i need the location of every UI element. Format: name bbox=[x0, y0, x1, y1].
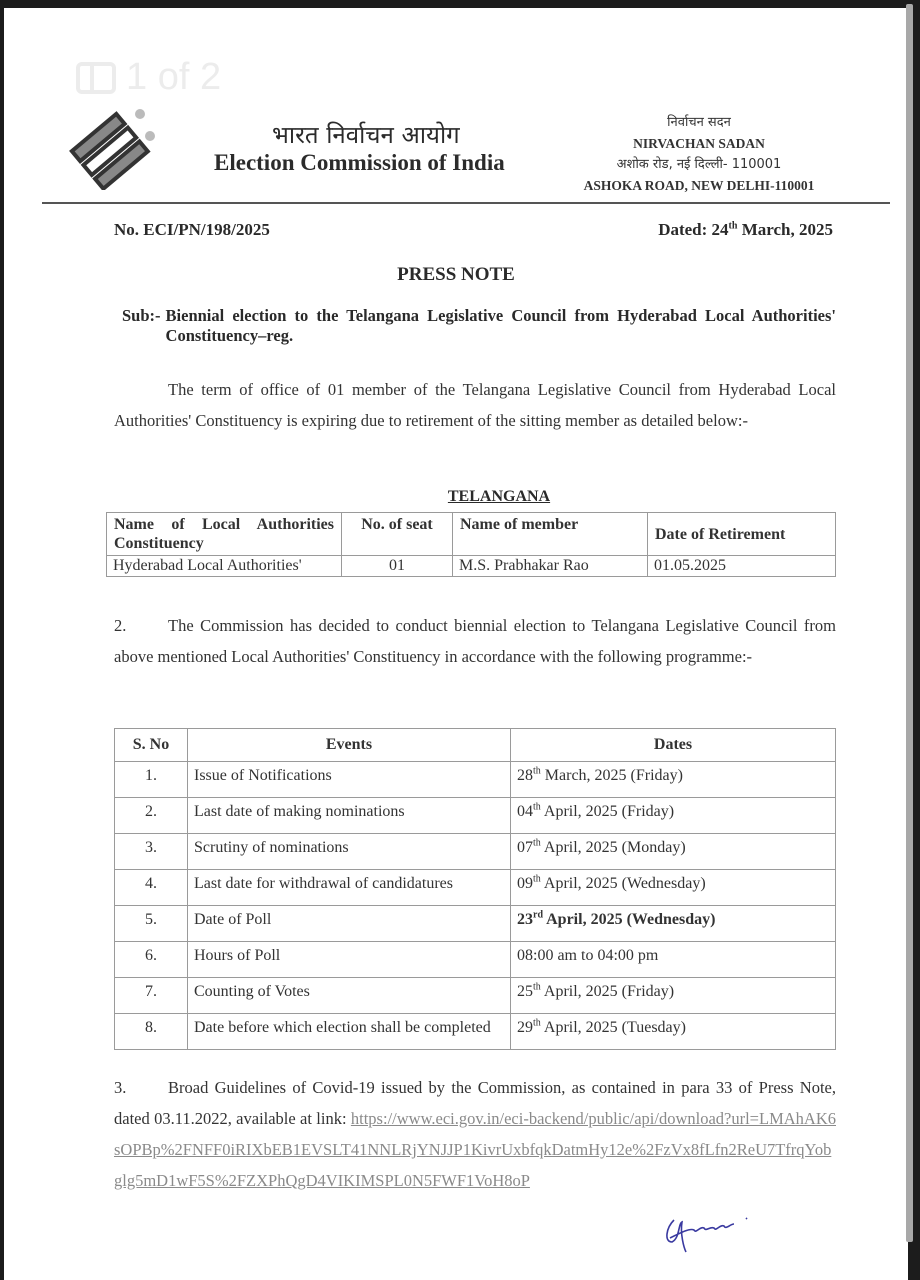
guidelines-link[interactable]: https://www.eci.gov.in/eci-backend/public/api/download?url=LMAhAK6sOPBp%2FNFF0iRIXbEB1EVSLT41NNLRjYNJJP1KivrUxbfqkDatmHy12e%2FzVx8fLfn2ReU7TfrqYobglg5mD1wF5S%2FZXPhQgD4VIKIMSPL0N5FWF1VoH8oP bbox=[114, 1109, 836, 1190]
org-name-hindi: भारत निर्वाचन आयोग bbox=[272, 121, 460, 149]
paragraph-1: The term of office of 01 member of the Telangana Legislative Council from Hyderabad Local Authorities' Constituency is expiring due to retirement of the sitting member as detailed below:- bbox=[114, 380, 836, 430]
subject-text: Biennial election to the Telangana Legislative Council from Hyderabad Local Authorities' Constituency–reg. bbox=[165, 306, 836, 345]
page-indicator bbox=[76, 56, 221, 99]
table-row: 6. Hours of Poll 08:00 am to 04:00 pm bbox=[115, 942, 836, 978]
column-header: Name of member bbox=[453, 513, 648, 556]
column-header: Date of Retirement bbox=[648, 513, 836, 556]
subject-label: Sub:- bbox=[122, 306, 161, 325]
header-divider bbox=[42, 202, 890, 204]
table-row: 4. Last date for withdrawal of candidatures 09th April, 2025 (Wednesday) bbox=[115, 870, 836, 906]
address-block bbox=[564, 112, 834, 196]
table-row: 2. Last date of making nominations 04th April, 2025 (Friday) bbox=[115, 798, 836, 834]
column-header: Name of Local Authorities Constituency bbox=[107, 513, 342, 556]
table-row: 1. Issue of Notifications 28th March, 2025 (Friday) bbox=[115, 762, 836, 798]
column-header: Events bbox=[188, 729, 511, 762]
table-row: 3. Scrutiny of nominations 07th April, 2025 (Monday) bbox=[115, 834, 836, 870]
column-header: Dates bbox=[511, 729, 836, 762]
column-header: No. of seat bbox=[342, 513, 453, 556]
scrollbar[interactable] bbox=[906, 4, 913, 1242]
table-row: 8. Date before which election shall be completed 29th April, 2025 (Tuesday) bbox=[115, 1014, 836, 1050]
state-table-title: TELANGANA bbox=[447, 488, 551, 505]
signature-icon bbox=[660, 1208, 760, 1258]
org-name-english: Election Commission of India bbox=[214, 150, 505, 175]
page-title: PRESS NOTE bbox=[397, 264, 515, 285]
address-line: अशोक रोड, नई दिल्ली- 110001 bbox=[616, 157, 782, 172]
paragraph-2: 2. The Commission has decided to conduct biennial election to Telangana Legislative Council from above mentioned Local Authorities' Constituency in accordance with the following programme:- bbox=[114, 616, 836, 666]
date-line: Dated: 24th March, 2025 bbox=[658, 220, 833, 239]
page-indicator-text: 1 of 2 bbox=[126, 56, 222, 98]
retirement-table bbox=[106, 512, 836, 577]
pages-icon bbox=[76, 62, 116, 94]
address-line: ASHOKA ROAD, NEW DELHI-110001 bbox=[583, 178, 815, 193]
paragraph-3: 3. Broad Guidelines of Covid-19 issued by the Commission, as contained in para 33 of Press Note, dated 03.11.2022, available at link: https://www.eci.gov.in/eci-backend/public/api/download?url=LMAhAK6sOPBp%2FNFF0iRIXbEB1EVSLT41NNLRjYNJJP1KivrUxbfqkDatmHy12e%2FzVx8fLfn2ReU7TfrqYobglg5mD1wF5S%2FZXPhQgD4VIKIMSPL0N5FWF1VoH8oP bbox=[114, 1078, 836, 1190]
reference-number: No. ECI/PN/198/2025 bbox=[114, 220, 270, 239]
address-line: NIRVACHAN SADAN bbox=[633, 136, 765, 151]
eci-logo-icon bbox=[60, 100, 170, 190]
table-row: 5. Date of Poll 23rd April, 2025 (Wednesday) bbox=[115, 906, 836, 942]
table-row: Hyderabad Local Authorities' 01 M.S. Prabhakar Rao 01.05.2025 bbox=[107, 556, 836, 577]
schedule-table bbox=[114, 728, 836, 1050]
document-page bbox=[4, 8, 908, 1280]
column-header: S. No bbox=[115, 729, 188, 762]
subject bbox=[122, 306, 836, 346]
address-line: निर्वाचन सदन bbox=[667, 115, 731, 130]
table-row: 7. Counting of Votes 25th April, 2025 (Friday) bbox=[115, 978, 836, 1014]
